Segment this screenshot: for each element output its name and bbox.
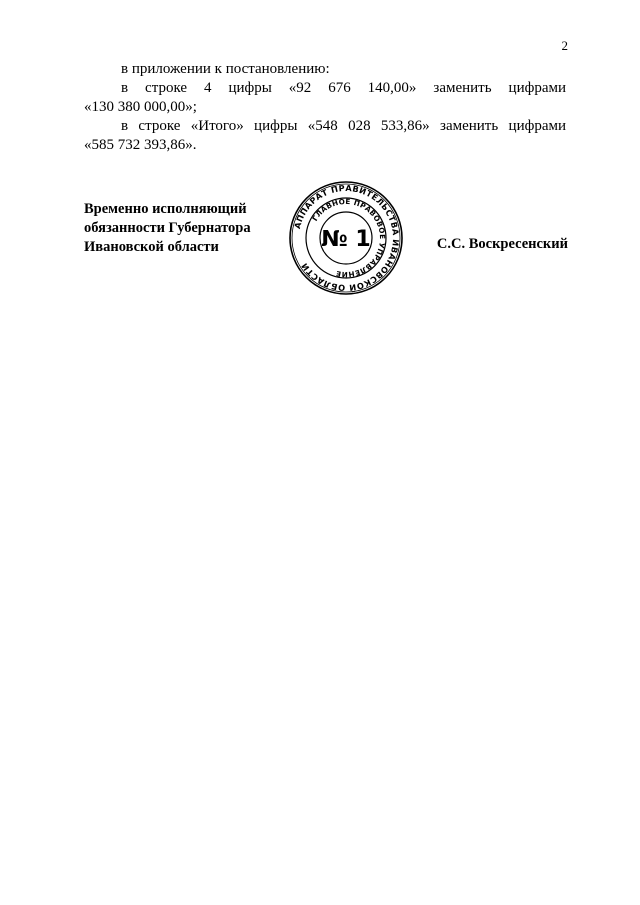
official-seal: [288, 180, 404, 296]
signatory-title-line1: Временно исполняющий: [84, 201, 247, 217]
seal-outer-text: АППАРАТ ПРАВИТЕЛЬСТВА ИВАНОВСКОЙ ОБЛАСТИ: [291, 182, 402, 294]
signatory-title-line3: Ивановской области: [84, 239, 219, 255]
paragraph-total-line2: «585 732 393,86».: [84, 137, 197, 153]
signatory-title-line2: обязанности Губернатора: [84, 220, 251, 236]
paragraph-intro: в приложении к постановлению:: [121, 61, 330, 77]
signatory-title: [84, 200, 251, 257]
seal-icon: [288, 180, 404, 296]
signatory-name: С.С. Воскресенский: [436, 236, 568, 252]
paragraph-total-line1: в строке «Итого» цифры «548 028 533,86» заменить цифрами: [121, 118, 566, 134]
page-number: 2: [561, 38, 568, 53]
seal-inner-text: ГЛАВНОЕ ПРАВОВОЕ УПРАВЛЕНИЕ: [310, 196, 388, 280]
paragraph-row4-line1: в строке 4 цифры «92 676 140,00» заменить цифрами: [121, 80, 566, 96]
document-body: [84, 60, 566, 155]
seal-center-text: № 1: [321, 227, 371, 252]
paragraph-row4-line2: «130 380 000,00»;: [84, 99, 197, 115]
